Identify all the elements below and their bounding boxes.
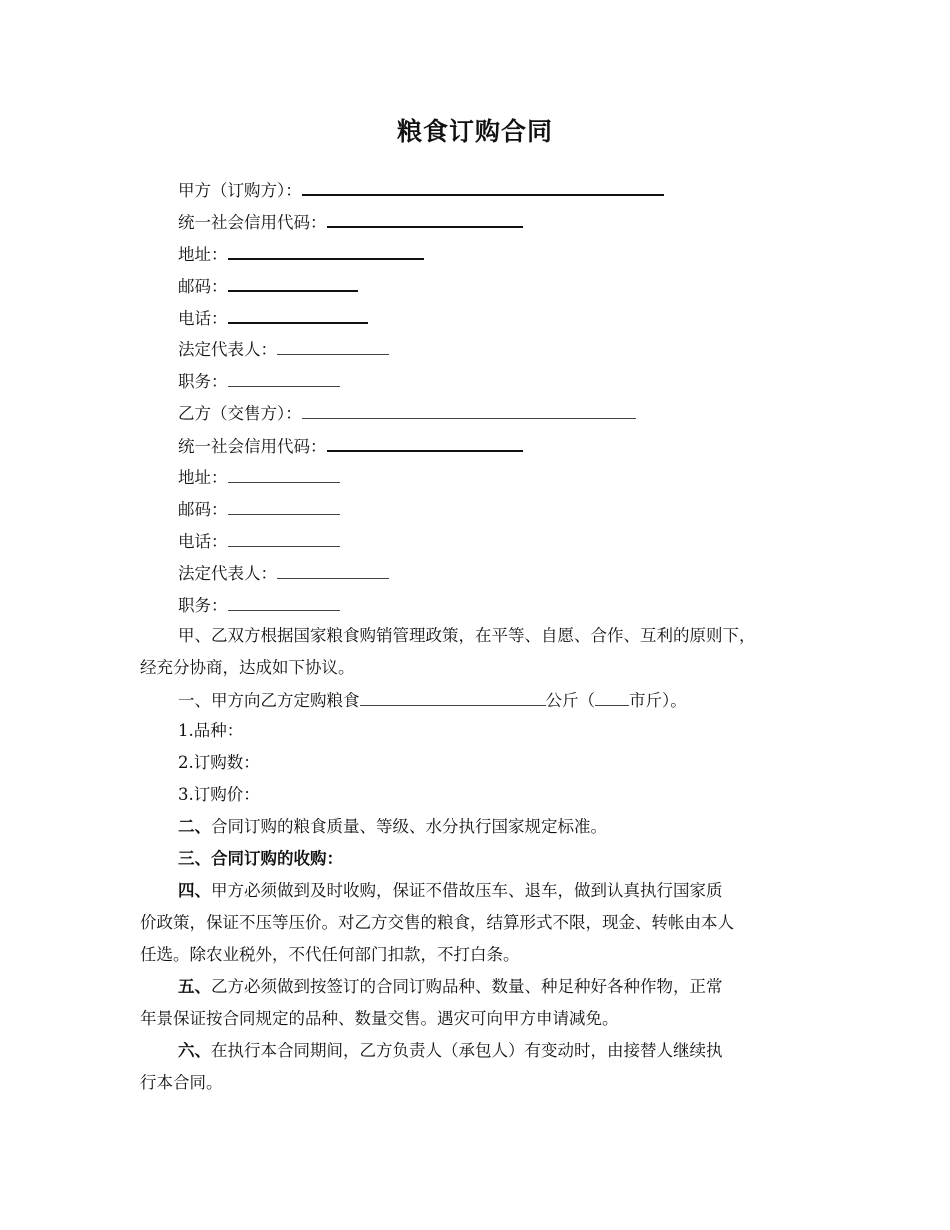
clause-2-row: [178, 816, 607, 838]
party-a-postcode-field[interactable]: [228, 273, 358, 292]
party-b-postcode-row: [178, 497, 340, 521]
party-b-postcode-label: 邮码：: [178, 500, 228, 519]
clause-1-head: 一、甲方向乙方定购粮食: [178, 691, 360, 710]
clause-1-row: [178, 688, 687, 712]
party-b-position-label: 职务：: [178, 596, 228, 615]
clause-4-line-3: 任选。除农业税外，不代任何部门扣款，不打白条。: [140, 945, 520, 964]
clause-6-paragraph: [140, 1035, 723, 1099]
clause-1-item-variety: 1.品种：: [178, 721, 244, 740]
party-b-legal-rep-label: 法定代表人：: [178, 564, 277, 583]
party-b-address-field[interactable]: [228, 465, 340, 483]
party-b-credit-code-row: [178, 433, 523, 458]
clause-1-quantity-kg-field[interactable]: [360, 688, 546, 706]
party-b-legal-rep-row: [178, 561, 389, 585]
party-b-position-row: [178, 593, 340, 617]
clause-1-unit-kg: 公斤（: [545, 691, 595, 710]
clause-5-line-2: 年景保证按合同规定的品种、数量交售。遇灾可向甲方申请减免。: [140, 1009, 619, 1028]
party-a-credit-code-row: [178, 209, 523, 234]
party-a-legal-rep-row: [178, 337, 389, 361]
party-a-address-label: 地址：: [178, 245, 228, 264]
party-a-position-field[interactable]: [228, 369, 340, 387]
party-a-position-label: 职务：: [178, 372, 228, 391]
clause-5-paragraph: [140, 971, 723, 1035]
clause-3-row: 三、合同订购的收购：: [178, 849, 343, 868]
clause-4-head: 四、: [178, 881, 211, 900]
clause-1-item-quantity: 2.订购数：: [178, 753, 260, 772]
clause-6-head: 六、: [178, 1041, 211, 1060]
intro-line-1: 甲、乙双方根据国家粮食购销管理政策，在平等、自愿、合作、互利的原则下，: [178, 626, 756, 645]
party-b-postcode-field[interactable]: [228, 497, 340, 515]
party-a-legal-rep-field[interactable]: [277, 337, 389, 355]
intro-line-2: 经充分协商，达成如下协议。: [140, 658, 355, 677]
clause-6-line-1: [140, 1035, 723, 1067]
clause-4-line-1-text: 甲方必须做到及时收购，保证不借故压车、退车，做到认真执行国家质: [211, 881, 723, 900]
clause-6-line-1-text: 在执行本合同期间，乙方负责人（承包人）有变动时，由接替人继续执: [211, 1041, 723, 1060]
party-a-phone-label: 电话：: [178, 309, 228, 328]
party-b-name-field[interactable]: [302, 401, 636, 419]
clause-2-head: 二、: [178, 817, 211, 836]
party-a-phone-row: [178, 305, 368, 330]
party-a-name-label: 甲方（订购方）：: [178, 181, 302, 200]
clause-5-line-1: [140, 971, 723, 1003]
party-b-phone-label: 电话：: [178, 532, 228, 551]
clause-5-line-1-text: 乙方必须做到按签订的合同订购品种、数量、种足种好各种作物，正常: [211, 977, 723, 996]
party-a-name-field[interactable]: [302, 177, 664, 196]
party-b-phone-field[interactable]: [228, 529, 340, 547]
party-a-address-field[interactable]: [228, 241, 424, 260]
party-a-credit-code-field[interactable]: [327, 209, 523, 228]
party-a-credit-code-label: 统一社会信用代码：: [178, 213, 327, 232]
party-a-postcode-label: 邮码：: [178, 277, 228, 296]
party-b-position-field[interactable]: [228, 593, 340, 611]
clause-1-quantity-jin-field[interactable]: [595, 688, 629, 706]
intro-paragraph: [140, 620, 756, 684]
party-a-phone-field[interactable]: [228, 305, 368, 324]
clause-4-paragraph: [140, 875, 734, 971]
party-b-legal-rep-field[interactable]: [277, 561, 389, 579]
party-b-credit-code-field[interactable]: [327, 433, 523, 452]
party-b-name-row: [178, 401, 636, 425]
party-a-address-row: [178, 241, 424, 266]
clause-2-text: 合同订购的粮食质量、等级、水分执行国家规定标准。: [211, 817, 607, 836]
clause-4-line-1: [140, 875, 734, 907]
party-b-credit-code-label: 统一社会信用代码：: [178, 437, 327, 456]
party-b-address-label: 地址：: [178, 468, 228, 487]
party-b-phone-row: [178, 529, 340, 553]
page-title: 粮食订购合同: [396, 117, 553, 146]
clause-1-item-price: 3.订购价：: [178, 785, 260, 804]
party-b-name-label: 乙方（交售方）：: [178, 404, 302, 423]
party-a-position-row: [178, 369, 340, 393]
clause-4-line-2: 价政策，保证不压等压价。对乙方交售的粮食，结算形式不限，现金、转帐由本人: [140, 913, 734, 932]
clause-1-unit-jin: 市斤）。: [629, 691, 687, 710]
clause-5-head: 五、: [178, 977, 211, 996]
clause-6-line-2: 行本合同。: [140, 1073, 223, 1092]
party-a-postcode-row: [178, 273, 358, 298]
party-b-address-row: [178, 465, 340, 489]
party-a-name-row: [178, 177, 664, 202]
party-a-legal-rep-label: 法定代表人：: [178, 340, 277, 359]
